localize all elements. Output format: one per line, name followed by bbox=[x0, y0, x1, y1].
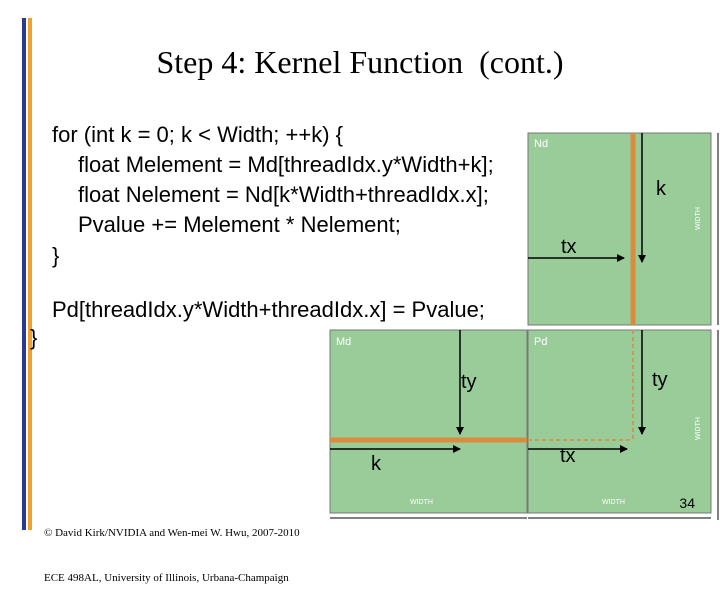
pd-ty-label: ty bbox=[652, 369, 668, 391]
code-line-melement: float Melement = Md[threadIdx.y*Width+k]; bbox=[78, 152, 494, 177]
md-k-label: k bbox=[371, 453, 381, 475]
footer-line-2: ECE 498AL, University of Illinois, Urbana-Champaign bbox=[44, 572, 289, 584]
nd-matrix bbox=[528, 133, 711, 325]
nd-width-label: WIDTH bbox=[695, 207, 702, 230]
pd-label: Pd bbox=[534, 336, 548, 348]
slide-title: Step 4: Kernel Function (cont.) bbox=[156, 44, 564, 80]
page-number: 34 bbox=[679, 495, 695, 511]
md-ty-label: ty bbox=[461, 371, 477, 393]
footer-line-1: © David Kirk/NVIDIA and Wen-mei W. Hwu, 2007-2010 bbox=[44, 527, 300, 539]
code-line-loop-close: } bbox=[52, 243, 60, 268]
code-line-pd-store: Pd[threadIdx.y*Width+threadIdx.x] = Pvalue; bbox=[52, 297, 485, 322]
pd-matrix bbox=[528, 330, 711, 513]
code-line-pvalue-accumulate: Pvalue += Melement * Nelement; bbox=[78, 212, 401, 237]
pd-width-label-bottom: WIDTH bbox=[602, 499, 625, 506]
pd-tx-label: tx bbox=[560, 445, 576, 467]
nd-label: Nd bbox=[534, 138, 549, 150]
copyright-footer bbox=[44, 496, 300, 601]
md-label: Md bbox=[336, 336, 352, 348]
code-line-function-close: } bbox=[30, 325, 38, 350]
code-line-for-loop: for (int k = 0; k < Width; ++k) { bbox=[52, 122, 344, 147]
nd-k-label: k bbox=[656, 178, 666, 200]
code-line-nelement: float Nelement = Nd[k*Width+threadIdx.x]; bbox=[78, 182, 489, 207]
nd-tx-label: tx bbox=[561, 236, 577, 258]
md-width-label: WIDTH bbox=[410, 499, 433, 506]
pd-width-label-side: WIDTH bbox=[695, 417, 702, 440]
md-matrix bbox=[330, 330, 527, 513]
